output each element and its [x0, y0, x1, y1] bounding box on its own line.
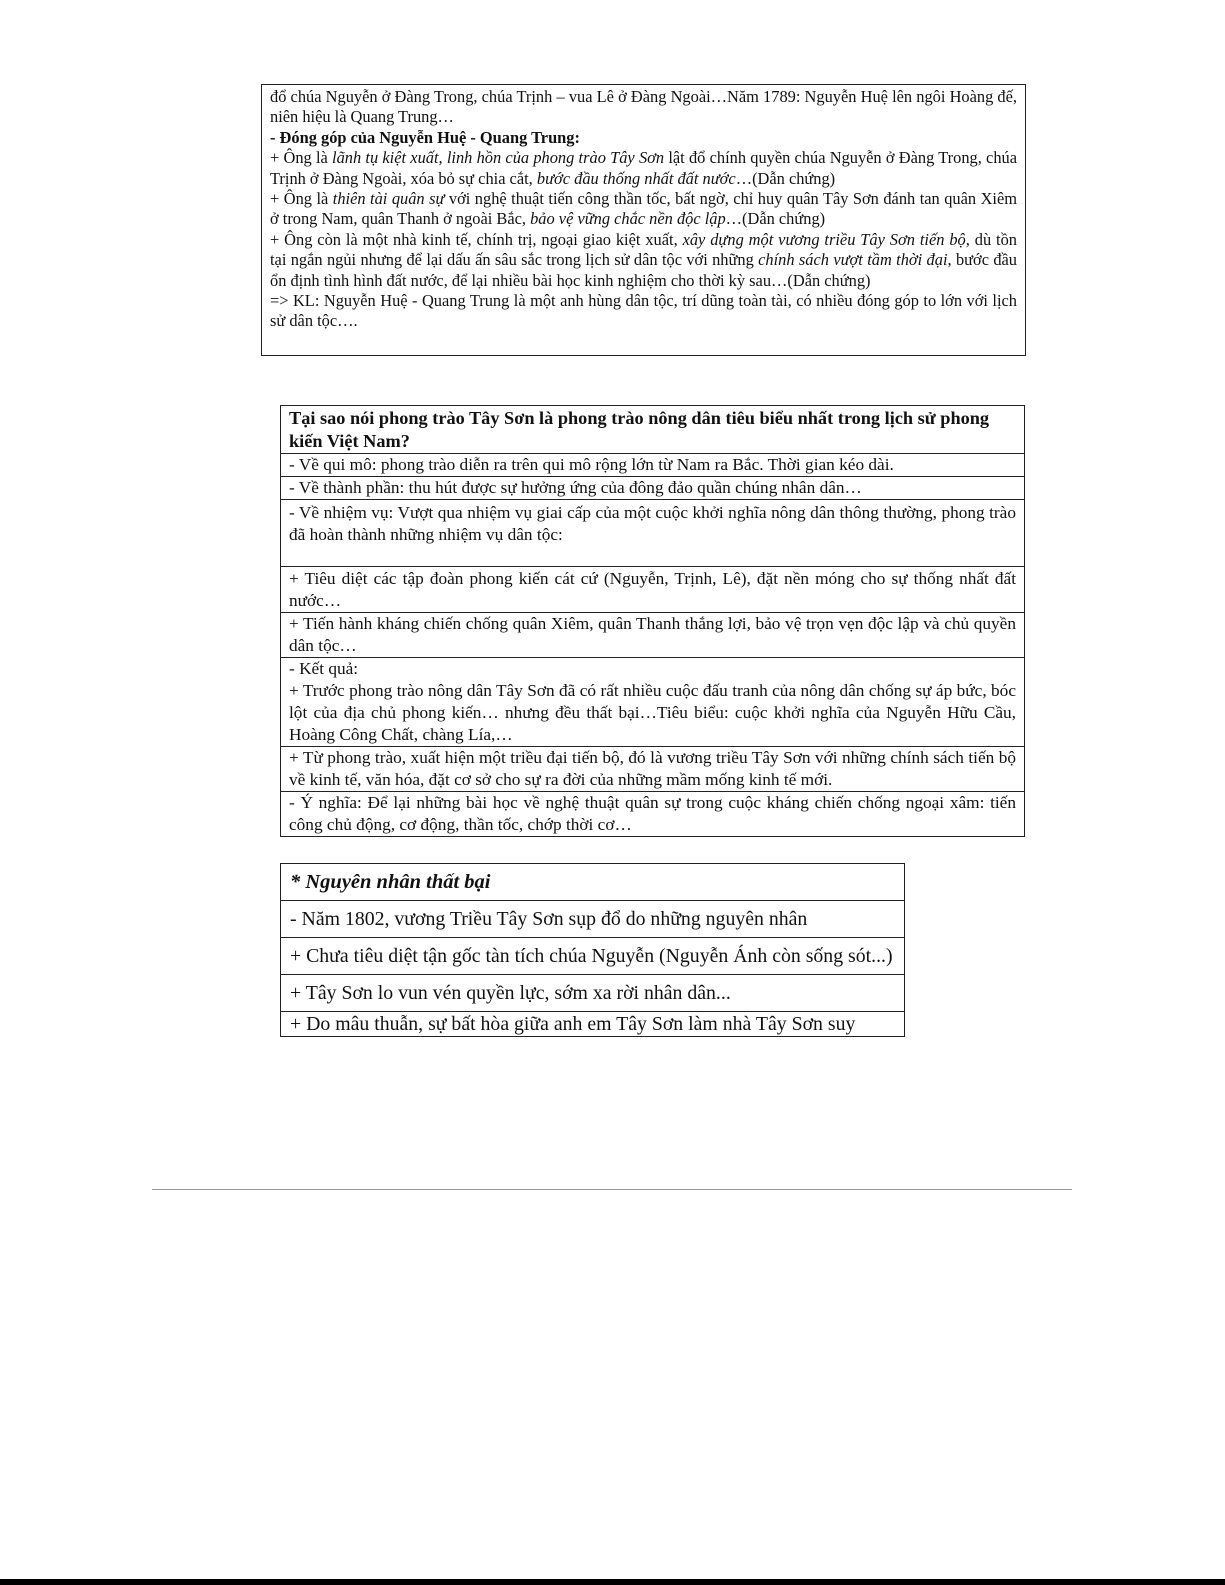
contribution-paragraph-1 [270, 148, 1017, 189]
table-row [281, 901, 905, 938]
page-bottom-bar [0, 1579, 1225, 1585]
table-cell: + Từ phong trào, xuất hiện một triều đại tiến bộ, đó là vương triều Tây Sơn với những chính sách tiến bộ về kinh tế, văn hóa, đặt cơ sở cho sự ra đời của những mầm mống kinh tế mới. [281, 747, 1025, 792]
table-row [281, 454, 1025, 477]
conclusion-text: => KL: Nguyễn Huệ - Quang Trung là một anh hùng dân tộc, trí dũng toàn tài, có nhiều đóng góp to lớn với lịch sử dân tộc…. [270, 291, 1017, 331]
table-cell [281, 658, 1025, 747]
table-cell: - Về nhiệm vụ: Vượt qua nhiệm vụ giai cấp của một cuộc khởi nghĩa nông dân thông thường, phong trào đã hoàn thành những nhiệm vụ dân tộc: [281, 500, 1025, 567]
table-cell: + Do mâu thuẫn, sự bất hòa giữa anh em Tây Sơn làm nhà Tây Sơn suy [281, 1012, 905, 1037]
text-span: + Ông là [270, 189, 333, 209]
text-span: …(Dẫn chứng) [725, 209, 826, 229]
table-title-cell [281, 406, 1025, 454]
failure-causes-table [280, 863, 905, 1037]
table-cell: + Tiêu diệt các tập đoàn phong kiến cát cứ (Nguyễn, Trịnh, Lê), đặt nền móng cho sự thống nhất đất nước… [281, 567, 1025, 613]
text-span: , dù tồn tại ngắn ngủi nhưng để lại dấu ấn sâu sắc trong lịch sử dân tộc với những [270, 229, 1017, 270]
italic-span: xây dựng một vương triều Tây Sơn tiến bộ [682, 229, 966, 249]
contribution-heading [270, 128, 1017, 148]
italic-span: thiên tài quân sự [332, 189, 445, 209]
contribution-paragraph-3 [270, 230, 1017, 291]
text-span: + Ông còn là một nhà kinh tế, chính trị, ngoại giao kiệt xuất, [270, 229, 683, 249]
table-row [281, 1012, 905, 1037]
table-cell: - Ý nghĩa: Để lại những bài học về nghệ thuật quân sự trong cuộc kháng chiến chống ngoại xâm: tiến công chủ động, cơ động, thần tốc, chớp thời cơ… [281, 792, 1025, 837]
italic-span: bước đầu thống nhất đất nước [536, 168, 736, 188]
result-text: + Trước phong trào nông dân Tây Sơn đã có rất nhiều cuộc đấu tranh của nông dân chống sự áp bức, bóc lột của địa chủ phong kiến… nhưng đều thất bại…Tiêu biểu: cuộc khởi nghĩa của Nguyễn Hữu Cầu, Hoàng Công Chất, chàng Lía,… [289, 681, 1016, 744]
text-span: với nghệ thuật tiến công thần tốc, bất ngờ, chỉ huy quân Tây Sơn đánh tan quân Xiêm ở trong Nam, quân Thanh ở ngoài Bắc, [270, 189, 1017, 229]
italic-span: chính sách vượt tầm thời đại [758, 250, 948, 270]
text-span: …(Dẫn chứng) [735, 168, 836, 188]
text-span: , bước đầu ổn định tình hình đất nước, để lại nhiều bài học kinh nghiệm cho thời kỳ sau…(Dẫn chứng) [270, 250, 1018, 290]
intro-text: đổ chúa Nguyễn ở Đàng Trong, chúa Trịnh – vua Lê ở Đàng Ngoài…Năm 1789: Nguyễn Huệ lên ngôi Hoàng đế, niên hiệu là Quang Trung… [270, 87, 1017, 127]
page-divider [152, 1189, 1072, 1190]
table-title: Tại sao nói phong trào Tây Sơn là phong trào nông dân tiêu biểu nhất trong lịch sử phong kiến Việt Nam? [289, 408, 990, 451]
contribution-heading-text: - Đóng góp của Nguyễn Huệ - Quang Trung: [270, 127, 580, 147]
table-row [281, 747, 1025, 792]
text-span: + Ông là [270, 148, 333, 168]
table-cell: + Tây Sơn lo vun vén quyền lực, sớm xa rời nhân dân... [281, 975, 905, 1012]
table-cell: + Tiến hành kháng chiến chống quân Xiêm, quân Thanh thắng lợi, bảo vệ trọn vẹn độc lập và chủ quyền dân tộc… [281, 613, 1025, 658]
table-row [281, 864, 905, 901]
table-row [281, 792, 1025, 837]
table-title-cell [281, 864, 905, 901]
tay-son-significance-table [280, 405, 1025, 837]
table-cell: - Năm 1802, vương Triều Tây Sơn sụp đổ do những nguyên nhân [281, 901, 905, 938]
table-title: * Nguyên nhân thất bại [290, 871, 491, 893]
table-cell: - Về qui mô: phong trào diễn ra trên qui mô rộng lớn từ Nam ra Bắc. Thời gian kéo dài. [281, 454, 1025, 477]
table-row [281, 567, 1025, 613]
table-row [281, 406, 1025, 454]
table-cell: - Về thành phần: thu hút được sự hưởng ứng của đông đảo quần chúng nhân dân… [281, 477, 1025, 500]
italic-span: lãnh tụ kiệt xuất, linh hồn của phong trào Tây Sơn [332, 148, 665, 168]
table-row [281, 975, 905, 1012]
table-row [281, 658, 1025, 747]
table-row [281, 938, 905, 975]
contribution-paragraph-2 [270, 189, 1017, 230]
table-row [281, 500, 1025, 567]
italic-span: bảo vệ vững chắc nền độc lập [530, 209, 726, 229]
table-row [281, 613, 1025, 658]
nguyen-hue-contribution-box [261, 84, 1026, 356]
result-heading: - Kết quả: [289, 659, 359, 678]
table-cell: + Chưa tiêu diệt tận gốc tàn tích chúa Nguyễn (Nguyễn Ánh còn sống sót...) [281, 938, 905, 975]
table-row [281, 477, 1025, 500]
text-span: lật đổ chính quyền chúa Nguyễn ở Đàng Trong, chúa Trịnh ở Đàng Ngoài, xóa bỏ sự chia cắt, [270, 148, 1017, 188]
